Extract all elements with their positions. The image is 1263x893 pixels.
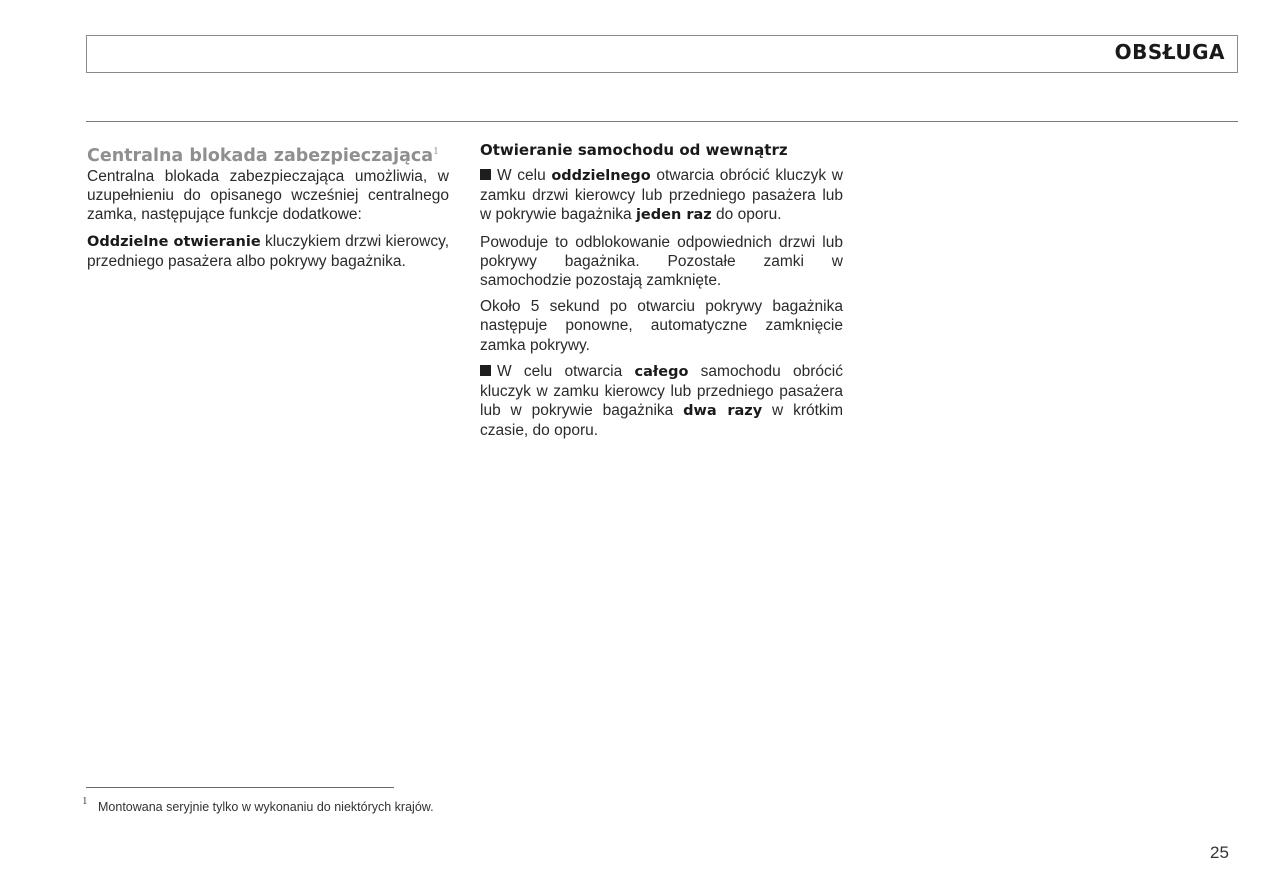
section-title: OBSŁUGA — [1114, 40, 1225, 64]
instruction-full-bold-2: dwa razy — [683, 403, 763, 420]
section-heading-text: Centralna blokada zabezpieczająca — [87, 146, 434, 166]
bullet-square-icon — [480, 169, 491, 180]
instruction-separate-text-a: W celu — [497, 167, 552, 184]
instruction-separate-bold-2: jeden raz — [635, 207, 712, 224]
intro-paragraph: Centralna blokada zabezpieczająca umożliwia, w uzupełnieniu do opisanego wcześniej centralnego zamka, następujące funkcje dodatkowe: — [87, 168, 449, 224]
instruction-separate — [480, 166, 843, 226]
subsection-heading: Otwieranie samochodu od wewnątrz — [480, 141, 788, 159]
bullet-square-icon — [480, 365, 491, 376]
footnote-ref: 1 — [433, 145, 439, 158]
separate-opening-term: Oddzielne otwieranie — [87, 233, 261, 250]
instruction-full-text-a: W celu otwarcia — [497, 362, 635, 380]
header-box — [86, 35, 1238, 73]
left-column — [87, 146, 449, 278]
footnote-rule — [86, 787, 394, 788]
instruction-separate-text-b: otwarcia obrócić kluczyk w zamku drzwi kierowcy lub przedniego pasażera lub w pokrywie bagażnika — [480, 167, 843, 224]
separate-opening-paragraph — [87, 232, 449, 271]
page-number: 25 — [1210, 843, 1229, 862]
unlock-effect-paragraph: Powoduje to odblokowanie odpowiednich drzwi lub pokrywy bagażnika. Pozostałe zamki w samochodzie pozostają zamknięte. — [480, 233, 843, 290]
instruction-full — [480, 362, 843, 441]
instruction-full-text-c: w krótkim czasie, do oporu. — [480, 402, 844, 440]
instruction-full-bold-1: całego — [634, 363, 689, 380]
section-heading — [87, 146, 449, 167]
separate-opening-text: kluczykiem drzwi kierowcy, przedniego pasażera albo pokrywy bagażnika. — [87, 232, 449, 270]
header-rule — [86, 121, 1238, 122]
footnote-mark: 1 — [82, 795, 88, 807]
instruction-full-text-b: samochodu obrócić kluczyk w zamku kierowcy lub przedniego pasażera lub w pokrywie bagażnika — [480, 362, 843, 420]
footnote-text: Montowana seryjnie tylko w wykonaniu do niektórych krajów. — [98, 800, 434, 814]
auto-lock-paragraph: Około 5 sekund po otwarciu pokrywy bagażnika następuje ponowne, automatyczne zamknięcie zamka pokrywy. — [480, 298, 843, 354]
instruction-separate-bold-1: oddzielnego — [551, 168, 651, 184]
instruction-separate-text-c: do oporu. — [711, 206, 782, 224]
right-column — [480, 141, 843, 448]
